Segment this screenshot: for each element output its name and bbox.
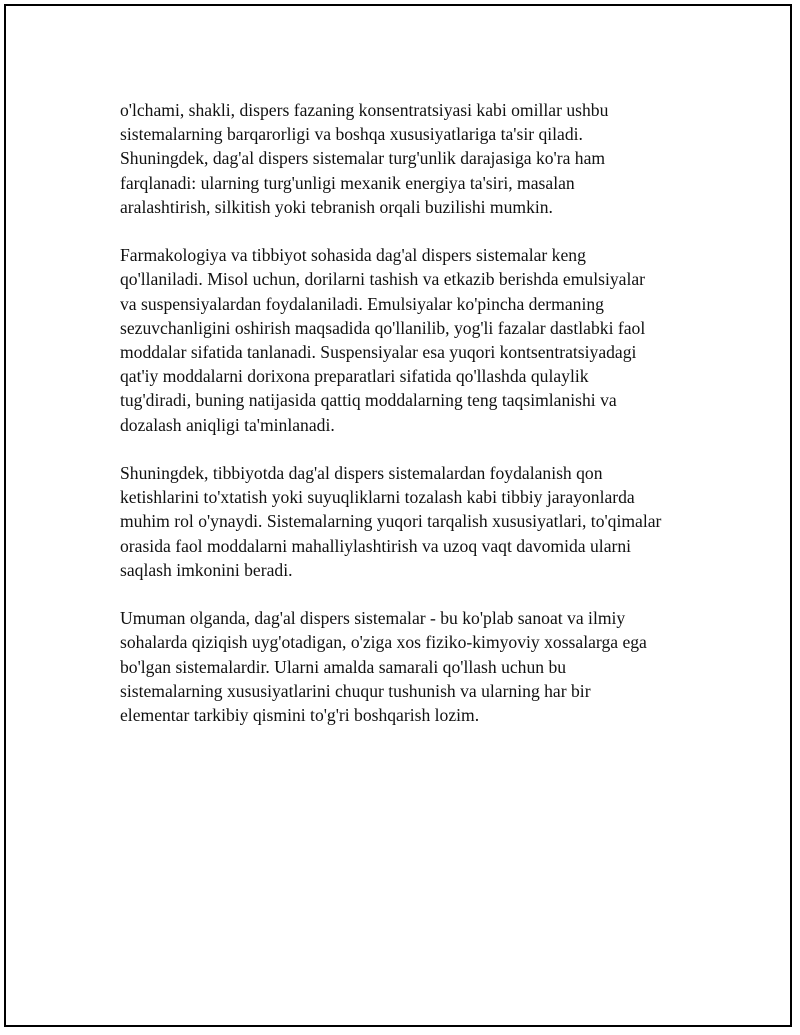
paragraph-3: Shuningdek, tibbiyotda dag'al dispers sistemalardan foydalanish qon ketishlarini to'xtatish yoki suyuqliklarni tozalash kabi tibbiy jarayonlarda muhim rol o'ynaydi. Sistemalarning yuqori tarqalish xususiyatlari, to'qimalar orasida faol moddalarni mahalliylashtirish va uzoq vaqt davomida ularni saqlash imkonini beradi. <box>120 463 662 580</box>
paragraph-2: Farmakologiya va tibbiyot sohasida dag'al dispers sistemalar keng qo'llaniladi. Misol uchun, dorilarni tashish va etkazib berishda emulsiyalar va suspensiyalardan foydalaniladi. Emulsiyalar ko'pincha dermaning sezuvchanligini oshirish maqsadida qo'llanilib, yog'li fazalar dastlabki faol moddalar sifatida tanlanadi. Suspensiyalar esa yuqori kontsentratsiyadagi qat'iy moddalarni dorixona preparatlari sifatida qo'llashda qulaylik tug'diradi, buning natijasida qattiq moddalarning teng taqsimlanishi va dozalash aniqligi ta'minlanadi. <box>120 245 646 435</box>
paragraph-4: Umuman olganda, dag'al dispers sistemalar - bu ko'plab sanoat va ilmiy sohalarda qiziqish uyg'otadigan, o'ziga xos fiziko-kimyoviy xossalarga ega bo'lgan sistemalardir. Ularni amalda samarali qo'llash uchun bu sistemalarning xususiyatlarini chuqur tushunish va ularning har bir elementar tarkibiy qismini to'g'ri boshqarish lozim. <box>120 608 647 726</box>
document-body <box>120 98 700 727</box>
document-page <box>4 4 792 1027</box>
paragraph-1: o'lchami, shakli, dispers fazaning konsentratsiyasi kabi omillar ushbu sistemalarning barqarorligi va boshqa xususiyatlariga ta'sir qiladi. Shuningdek, dag'al dispers sistemalar turg'unlik darajasiga ko'ra ham farqlanadi: ularning turg'unligi mexanik energiya ta'siri, masalan aralashtirish, silkitish yoki tebranish orqali buzilishi mumkin. <box>120 100 609 217</box>
